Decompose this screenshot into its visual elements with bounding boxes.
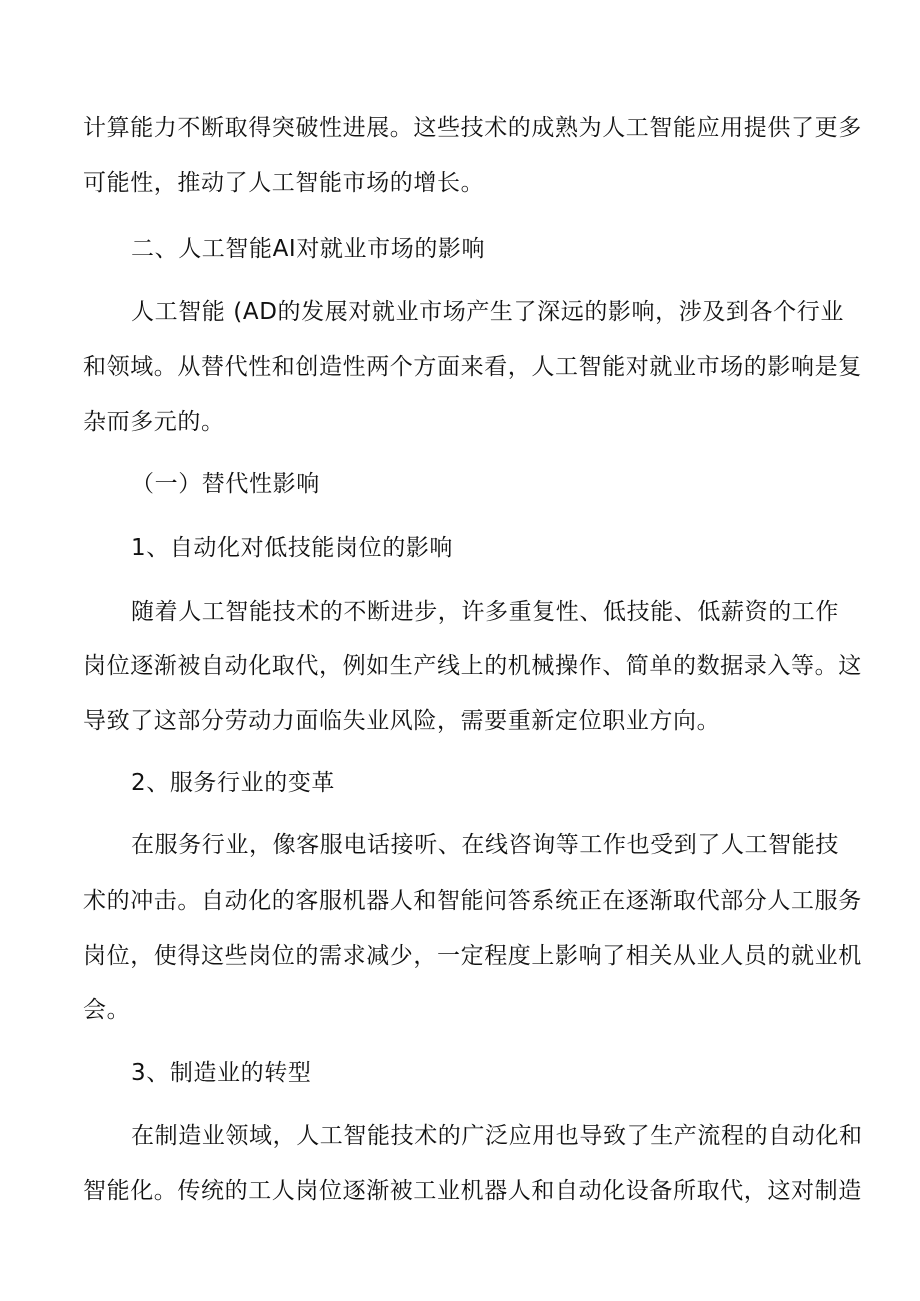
- paragraph-line: 岗位，使得这些岗位的需求减少，一定程度上影响了相关从业人员的就业机: [83, 943, 862, 969]
- paragraph-first-line: 人工智能 (AD的发展对就业市场产生了深远的影响，涉及到各个行业: [131, 299, 844, 325]
- item-heading: 2、服务行业的变革: [131, 770, 336, 796]
- paragraph-line: 和领域。从替代性和创造性两个方面来看，人工智能对就业市场的影响是复: [83, 354, 862, 380]
- paragraph-line: 杂而多元的。: [83, 409, 225, 435]
- paragraph-line: 智能化。传统的工人岗位逐渐被工业机器人和自动化设备所取代，这对制造: [83, 1178, 862, 1204]
- paragraph-continuation-line: 计算能力不断取得突破性进展。这些技术的成熟为人工智能应用提供了更多: [83, 115, 862, 141]
- subsection-heading: （一）替代性影响: [131, 471, 320, 497]
- paragraph-first-line: 在服务行业，像客服电话接听、在线咨询等工作也受到了人工智能技: [131, 832, 839, 858]
- paragraph-line: 岗位逐渐被自动化取代，例如生产线上的机械操作、简单的数据录入等。这: [83, 653, 862, 679]
- item-heading: 3、制造业的转型: [131, 1060, 312, 1086]
- paragraph-continuation-line: 可能性，推动了人工智能市场的增长。: [83, 170, 485, 196]
- paragraph-first-line: 随着人工智能技术的不断进步，许多重复性、低技能、低薪资的工作: [131, 599, 839, 625]
- paragraph-first-line: 在制造业领域，人工智能技术的广泛应用也导致了生产流程的自动化和: [131, 1123, 863, 1149]
- paragraph-line: 术的冲击。自动化的客服机器人和智能问答系统正在逐渐取代部分人工服务: [83, 888, 862, 914]
- item-heading: 1、自动化对低技能岗位的影响: [131, 535, 454, 561]
- section-heading: 二、人工智能AI对就业市场的影响: [131, 236, 486, 262]
- paragraph-line: 导致了这部分劳动力面临失业风险，需要重新定位职业方向。: [83, 708, 721, 734]
- paragraph-line: 会。: [83, 997, 131, 1023]
